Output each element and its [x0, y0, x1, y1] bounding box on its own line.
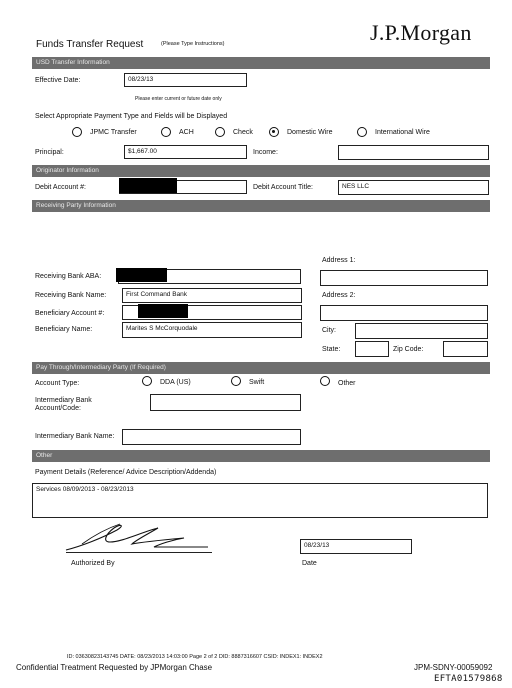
zip-code-label: Zip Code:: [393, 346, 424, 353]
payment-type-prompt: Select Appropriate Payment Type and Fields will be Displayed: [35, 113, 228, 120]
income-field[interactable]: [338, 145, 489, 160]
section-bar-originator: Originator Information: [32, 165, 490, 177]
radio-label-swift: Swift: [249, 379, 265, 386]
radio-label-ach: ACH: [179, 129, 194, 136]
beneficiary-account-label: Beneficiary Account #:: [35, 310, 105, 317]
payment-details-label: Payment Details (Reference/ Advice Description/Addenda): [35, 469, 217, 476]
section-bar-other: Other: [32, 450, 490, 462]
date-label: Date: [302, 560, 317, 567]
debit-account-title-label: Debit Account Title:: [253, 184, 313, 191]
receiving-bank-name-label: Receiving Bank Name:: [35, 292, 107, 299]
effective-date-field[interactable]: 08/23/13: [124, 73, 247, 87]
receiving-bank-aba-label: Receiving Bank ABA:: [35, 273, 102, 280]
payment-details-field[interactable]: Services 08/09/2013 - 08/23/2013: [32, 483, 488, 518]
signature-scribble: [62, 520, 212, 556]
radio-domestic-wire[interactable]: [269, 127, 279, 137]
bates-number-efta: EFTA01579868: [434, 674, 503, 684]
zip-code-field[interactable]: [443, 341, 488, 357]
account-type-label: Account Type:: [35, 380, 80, 387]
radio-dda-us[interactable]: [142, 376, 152, 386]
radio-jpmc-transfer[interactable]: [72, 127, 82, 137]
redaction-block: [138, 304, 188, 318]
radio-international-wire[interactable]: [357, 127, 367, 137]
jpmorgan-logo: J.P.Morgan: [370, 20, 472, 45]
confidential-notice: Confidential Treatment Requested by JPMorgan Chase: [16, 663, 213, 672]
beneficiary-name-field[interactable]: Marites S McCorquodale: [122, 322, 302, 338]
radio-label-dda-us: DDA (US): [160, 379, 191, 386]
address2-label: Address 2:: [322, 292, 356, 299]
radio-label-jpmc-transfer: JPMC Transfer: [90, 129, 137, 136]
fax-id-line: ID: 03630823143745 DATE: 08/23/2013 14:03:00 Page 2 of 2 DID: 8887316607 CSID: INDEX1: INDEX2: [67, 654, 323, 660]
radio-label-domestic-wire: Domestic Wire: [287, 129, 333, 136]
redaction-block: [116, 268, 167, 282]
radio-label-other: Other: [338, 380, 356, 387]
state-field[interactable]: [355, 341, 389, 357]
form-subtitle: (Please Type Instructions): [161, 41, 225, 47]
section-bar-usd-transfer: USD Transfer Information: [32, 57, 490, 69]
authorized-by-label: Authorized By: [71, 560, 115, 567]
section-bar-receiving-party: Receiving Party Information: [32, 200, 490, 212]
signature-date-field[interactable]: 08/23/13: [300, 539, 412, 554]
intermediary-bank-account-label-line2: Account/Code:: [35, 405, 81, 412]
intermediary-bank-name-field[interactable]: [122, 429, 301, 445]
intermediary-bank-account-field[interactable]: [150, 394, 301, 411]
address2-field[interactable]: [320, 305, 488, 321]
authorized-by-line: [66, 552, 212, 553]
city-field[interactable]: [355, 323, 488, 339]
redaction-block: [119, 178, 177, 193]
debit-account-title-field[interactable]: NES LLC: [338, 180, 489, 195]
effective-date-label: Effective Date:: [35, 77, 81, 84]
address1-label: Address 1:: [322, 257, 356, 264]
state-label: State:: [322, 346, 341, 353]
receiving-bank-name-field[interactable]: First Command Bank: [122, 288, 302, 303]
principal-field[interactable]: $1,667.00: [124, 145, 247, 159]
radio-label-international-wire: International Wire: [375, 129, 430, 136]
beneficiary-name-label: Beneficiary Name:: [35, 326, 93, 333]
radio-check[interactable]: [215, 127, 225, 137]
intermediary-bank-name-label: Intermediary Bank Name:: [35, 433, 115, 440]
principal-label: Principal:: [35, 149, 64, 156]
section-bar-intermediary: Pay Through/Intermediary Party (If Required): [32, 362, 490, 374]
date-note: Please enter current or future date only: [135, 96, 222, 102]
form-title: Funds Transfer Request: [36, 39, 144, 50]
address1-field[interactable]: [320, 270, 488, 286]
intermediary-bank-account-label: Intermediary Bank: [35, 397, 92, 404]
income-label: Income:: [253, 149, 278, 156]
city-label: City:: [322, 327, 336, 334]
radio-swift[interactable]: [231, 376, 241, 386]
debit-account-label: Debit Account #:: [35, 184, 86, 191]
radio-ach[interactable]: [161, 127, 171, 137]
radio-other[interactable]: [320, 376, 330, 386]
radio-label-check: Check: [233, 129, 253, 136]
bates-number-jpm: JPM-SDNY-00059092: [414, 663, 493, 672]
